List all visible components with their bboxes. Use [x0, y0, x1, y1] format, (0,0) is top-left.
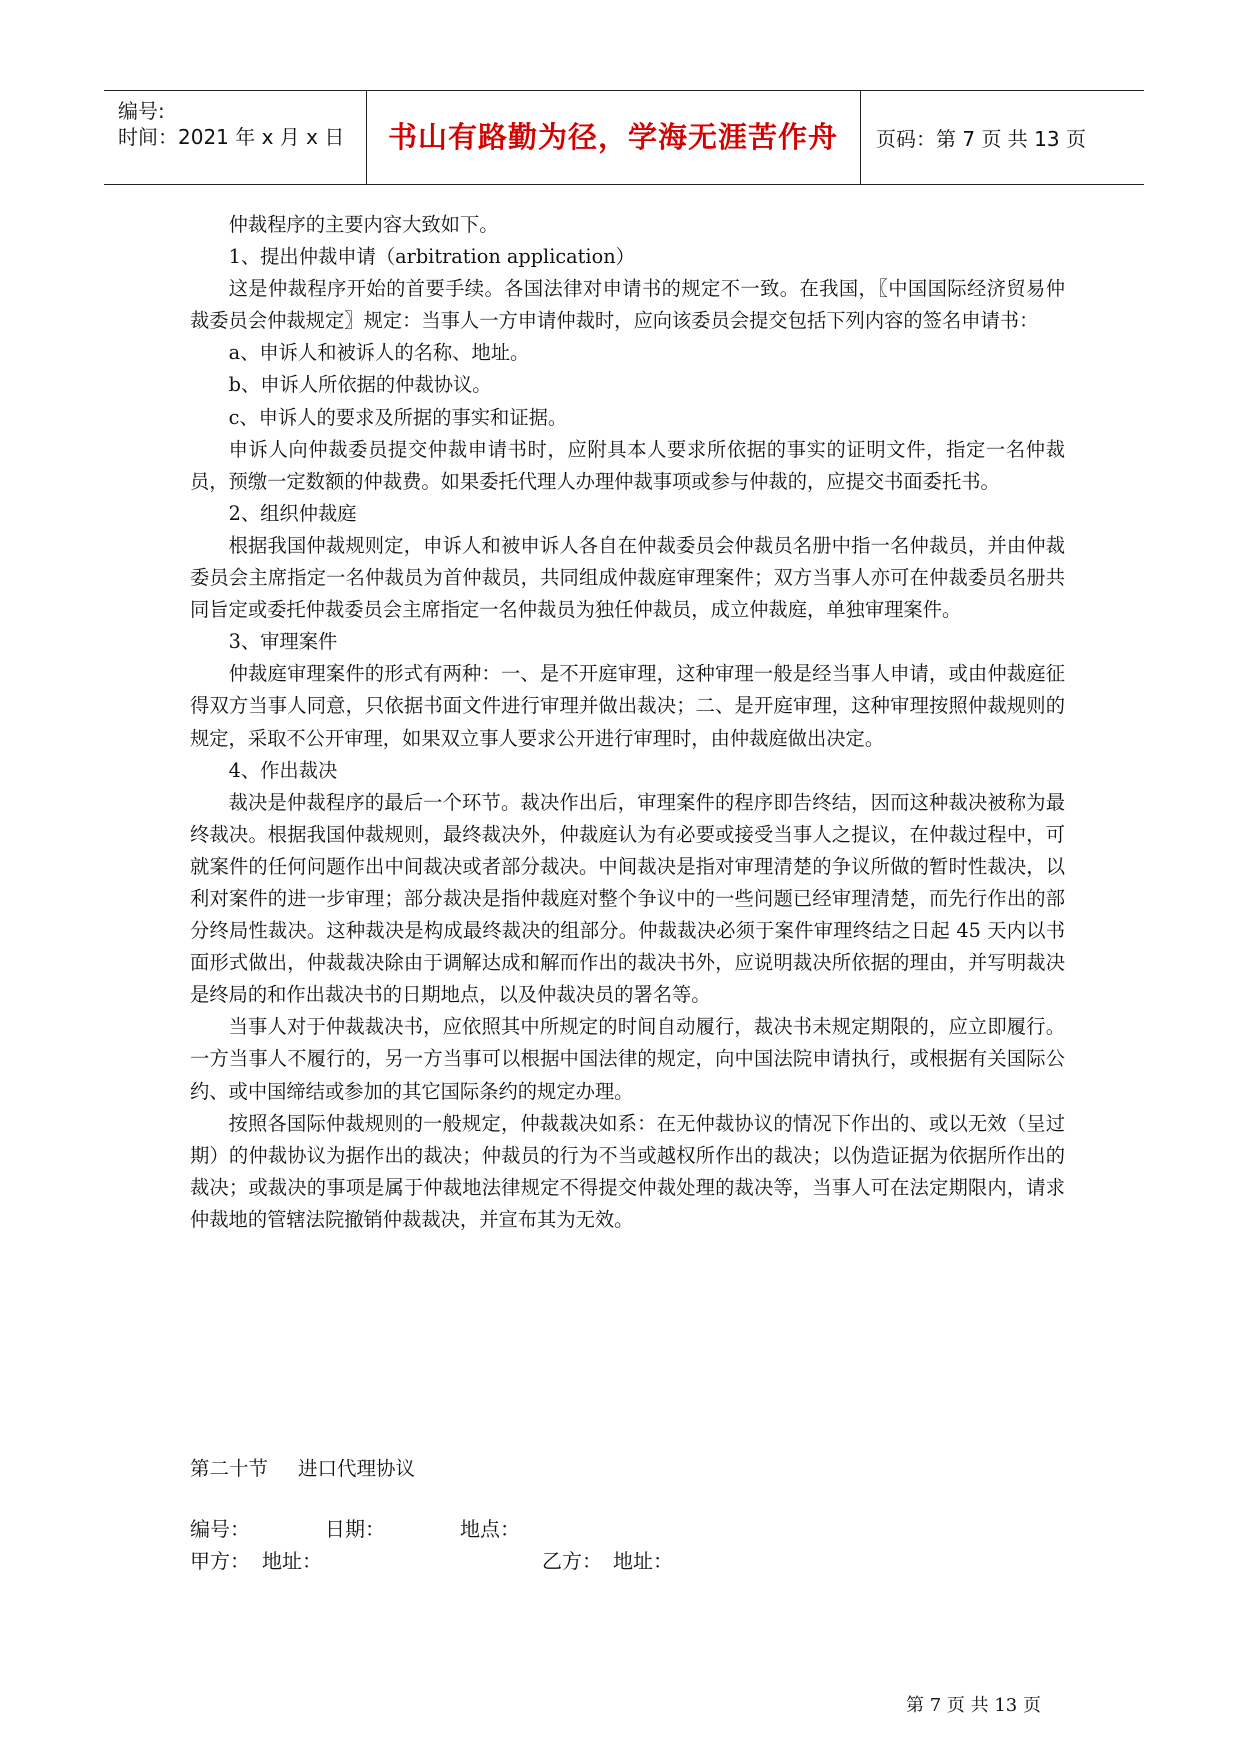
heading-item: 4、作出裁决	[228, 758, 338, 782]
paragraph: 申诉人向仲裁委员提交仲裁申请书时，应附具本人要求所依据的事实的证明文件，指定一名仲裁员，预缴一定数额的仲裁费。如果委托代理人办理仲裁事项或参与仲裁的，应提交书面委托书。	[190, 437, 1065, 493]
list-item: c、申诉人的要求及所据的事实和证据。	[228, 405, 568, 429]
paragraph: 仲裁庭审理案件的形式有两种：一、是不开庭审理，这种审理一般是经当事人申请，或由仲裁庭征得双方当事人同意，只依据书面文件进行审理并做出裁决；二、是开庭审理，这种审理按照仲裁规则的规定，采取不公开审理，如果双立事人要求公开进行审理时，由仲裁庭做出决定。	[190, 662, 1065, 750]
paragraph: 按照各国际仲裁规则的一般规定，仲裁裁决如系：在无仲裁协议的情况下作出的、或以无效（呈过期）的仲裁协议为据作出的裁决；仲裁员的行为不当或越权所作出的裁决；以伪造证据为依据所作出的裁决；或裁决的事项是属于仲裁地法律规定不得提交仲裁处理的裁决等，当事人可在法定期限内，请求仲裁地的管辖法院撤销仲裁裁决，并宣布其为无效。	[190, 1111, 1065, 1231]
list-item: a、申诉人和被诉人的名称、地址。	[228, 341, 530, 365]
section-number: 第二十节	[190, 1457, 269, 1480]
form-address-b-label: 地址：	[613, 1549, 673, 1573]
document-body	[190, 209, 1065, 1236]
paragraph: 当事人对于仲裁裁决书，应依照其中所规定的时间自动履行，裁决书未规定期限的，应立即履行。一方当事人不履行的，另一方当事可以根据中国法律的规定，向中国法院申请执行，或根据有关国际公约、或中国缔结或参加的其它国际条约的规定办理。	[190, 1015, 1065, 1103]
paragraph: 这是仲裁程序开始的首要手续。各国法律对申请书的规定不一致。在我国，〖中国国际经济贸易仲裁委员会仲裁规定〗规定：当事人一方申请仲裁时，应向该委员会提交包括下列内容的签名申请书：	[190, 277, 1065, 333]
form-date-label: 日期：	[325, 1517, 385, 1541]
heading-item: 3、审理案件	[228, 630, 338, 654]
header-time: 时间：2021 年 x 月 x 日	[118, 125, 345, 149]
header-page-info: 页码：第 7 页 共 13 页	[876, 127, 1086, 151]
paragraph: 根据我国仲裁规则定，申诉人和被申诉人各自在仲裁委员会仲裁员名册中指一名仲裁员，并由仲裁委员会主席指定一名仲裁员为首仲裁员，共同组成仲裁庭审理案件；双方当事人亦可在仲裁委员名册共同旨定或委托仲裁委员会主席指定一名仲裁员为独任仲裁员，成立仲裁庭，单独审理案件。	[190, 533, 1065, 622]
form-party-a-label: 甲方：	[190, 1549, 250, 1573]
page-footer: 第 7 页 共 13 页	[906, 1695, 1041, 1716]
form-place-label: 地点：	[460, 1517, 520, 1541]
form-code-label: 编号：	[190, 1517, 250, 1541]
list-item: b、申诉人所依据的仲裁协议。	[228, 373, 492, 397]
header-motto: 书山有路勤为径，学海无涯苦作舟	[387, 120, 838, 154]
form-address-a-label: 地址：	[262, 1549, 322, 1573]
section-title	[190, 1453, 415, 1481]
form-party-b-label: 乙方：	[542, 1549, 602, 1573]
paragraph: 仲裁程序的主要内容大致如下。	[228, 213, 499, 236]
page-header	[104, 90, 1144, 185]
section-name: 进口代理协议	[298, 1457, 416, 1480]
heading-item: 2、组织仲裁庭	[228, 501, 357, 525]
paragraph: 裁决是仲裁程序的最后一个环节。裁决作出后，审理案件的程序即告终结，因而这种裁决被称为最终裁决。根据我国仲裁规则，最终裁决外，仲裁庭认为有必要或接受当事人之提议，在仲裁过程中，可就案件的任何问题作出中间裁决或者部分裁决。中间裁决是指对审理清楚的争议所做的暂时性裁决，以利对案件的进一步审理；部分裁决是指仲裁庭对整个争议中的一些问题已经审理清楚，而先行作出的部分终局性裁决。这种裁决是构成最终裁决的组部分。仲裁裁决必须于案件审理终结之日起 45 天内以书面形式做出，仲裁裁决除由于调解达成和解而作出的裁决书外，应说明裁决所依据的理由，并写明裁决是终局的和作出裁决书的日期地点，以及仲裁决员的署名等。	[190, 790, 1065, 1007]
header-code-label: 编号:	[118, 99, 165, 123]
header-divider	[860, 91, 861, 184]
heading-item: 1、提出仲裁申请（arbitration application）	[228, 245, 635, 269]
